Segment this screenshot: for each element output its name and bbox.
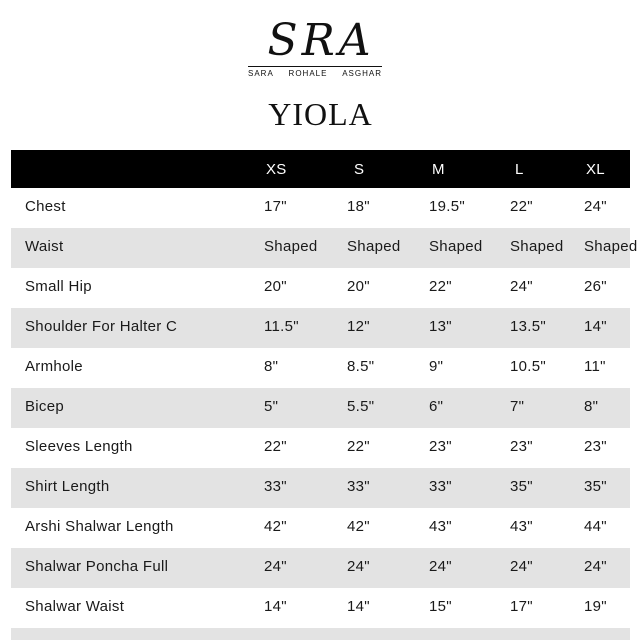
size-value: 19.5" xyxy=(429,198,466,215)
size-value: 24" xyxy=(584,198,607,215)
size-value: 44" xyxy=(584,518,607,535)
header-m: M xyxy=(432,161,445,178)
measurement-label: Shalwar Poncha Full xyxy=(25,558,169,575)
measurement-label: Bicep xyxy=(25,398,65,415)
table-row xyxy=(11,308,630,348)
size-value: 14" xyxy=(584,318,607,335)
brand-logo xyxy=(248,15,394,80)
table-row xyxy=(11,268,630,308)
size-value: 35" xyxy=(510,478,533,495)
size-value: 24" xyxy=(347,558,370,575)
size-value: 33" xyxy=(264,478,287,495)
size-value: 26" xyxy=(584,278,607,295)
size-value: 8" xyxy=(264,358,279,375)
measurement-label: Waist xyxy=(25,238,64,255)
size-value: 15" xyxy=(429,598,452,615)
table-row xyxy=(11,548,630,588)
brand-sub-middle: ROHALE xyxy=(288,69,328,78)
size-value: Shaped xyxy=(264,238,318,255)
measurement-label: Shirt Length xyxy=(25,478,110,495)
size-value: 10.5" xyxy=(510,358,547,375)
measurement-label: Chest xyxy=(25,198,66,215)
size-value: 14" xyxy=(264,598,287,615)
table-row xyxy=(11,588,630,628)
size-value: 22" xyxy=(429,278,452,295)
size-value: 33" xyxy=(347,478,370,495)
size-value: 33" xyxy=(429,478,452,495)
size-value: 23" xyxy=(584,438,607,455)
size-value: 13.5" xyxy=(510,318,547,335)
size-value: 6" xyxy=(429,398,444,415)
size-value: 20" xyxy=(264,278,287,295)
size-value: 23" xyxy=(429,438,452,455)
size-value: 24" xyxy=(510,558,533,575)
measurement-label: Armhole xyxy=(25,358,83,375)
size-value: Shaped xyxy=(584,238,638,255)
measurement-label: Shalwar Waist xyxy=(25,598,125,615)
size-value: 23" xyxy=(510,438,533,455)
size-value: 20" xyxy=(347,278,370,295)
size-value: 7" xyxy=(510,398,525,415)
size-value: 17" xyxy=(264,198,287,215)
size-value: 18" xyxy=(347,198,370,215)
table-row xyxy=(11,348,630,388)
brand-subtitle xyxy=(248,66,382,78)
size-value: 14" xyxy=(347,598,370,615)
size-value: 43" xyxy=(429,518,452,535)
size-value: 8.5" xyxy=(347,358,375,375)
size-value: 13" xyxy=(429,318,452,335)
table-row xyxy=(11,508,630,548)
size-value: 17" xyxy=(510,598,533,615)
header-s: S xyxy=(354,161,365,178)
table-row-partial xyxy=(11,628,630,640)
size-value: Shaped xyxy=(347,238,401,255)
size-value: 12" xyxy=(347,318,370,335)
header-l: L xyxy=(515,161,524,178)
measurement-label: Arshi Shalwar Length xyxy=(25,518,174,535)
size-value: Shaped xyxy=(510,238,564,255)
size-value: 35" xyxy=(584,478,607,495)
table-row xyxy=(11,428,630,468)
brand-sub-first: SARA xyxy=(248,69,274,78)
size-value: 5" xyxy=(264,398,279,415)
size-value: 11" xyxy=(584,358,606,375)
size-value: 42" xyxy=(264,518,287,535)
size-value: 22" xyxy=(347,438,370,455)
size-value: 19" xyxy=(584,598,607,615)
size-value: 24" xyxy=(584,558,607,575)
table-row xyxy=(11,388,630,428)
size-value: Shaped xyxy=(429,238,483,255)
size-value: 24" xyxy=(510,278,533,295)
brand-mark: SRA xyxy=(267,15,375,66)
table-row xyxy=(11,468,630,508)
size-value: 24" xyxy=(264,558,287,575)
header-xs: XS xyxy=(266,161,287,178)
size-value: 43" xyxy=(510,518,533,535)
table-header-row xyxy=(11,150,630,188)
table-row xyxy=(11,188,630,228)
size-value: 22" xyxy=(264,438,287,455)
size-value: 24" xyxy=(429,558,452,575)
measurement-label: Small Hip xyxy=(25,278,92,295)
measurement-label: Shoulder For Halter C xyxy=(25,318,178,335)
header-xl: XL xyxy=(586,161,605,178)
measurement-label: Sleeves Length xyxy=(25,438,133,455)
brand-sub-last: ASGHAR xyxy=(342,69,382,78)
size-value: 9" xyxy=(429,358,444,375)
size-value: 5.5" xyxy=(347,398,375,415)
size-chart-table xyxy=(11,150,638,640)
size-value: 42" xyxy=(347,518,370,535)
size-value: 11.5" xyxy=(264,318,299,335)
product-title: YIOLA xyxy=(268,96,373,132)
table-body xyxy=(11,188,638,628)
size-value: 8" xyxy=(584,398,599,415)
size-value: 22" xyxy=(510,198,533,215)
table-row xyxy=(11,228,638,268)
